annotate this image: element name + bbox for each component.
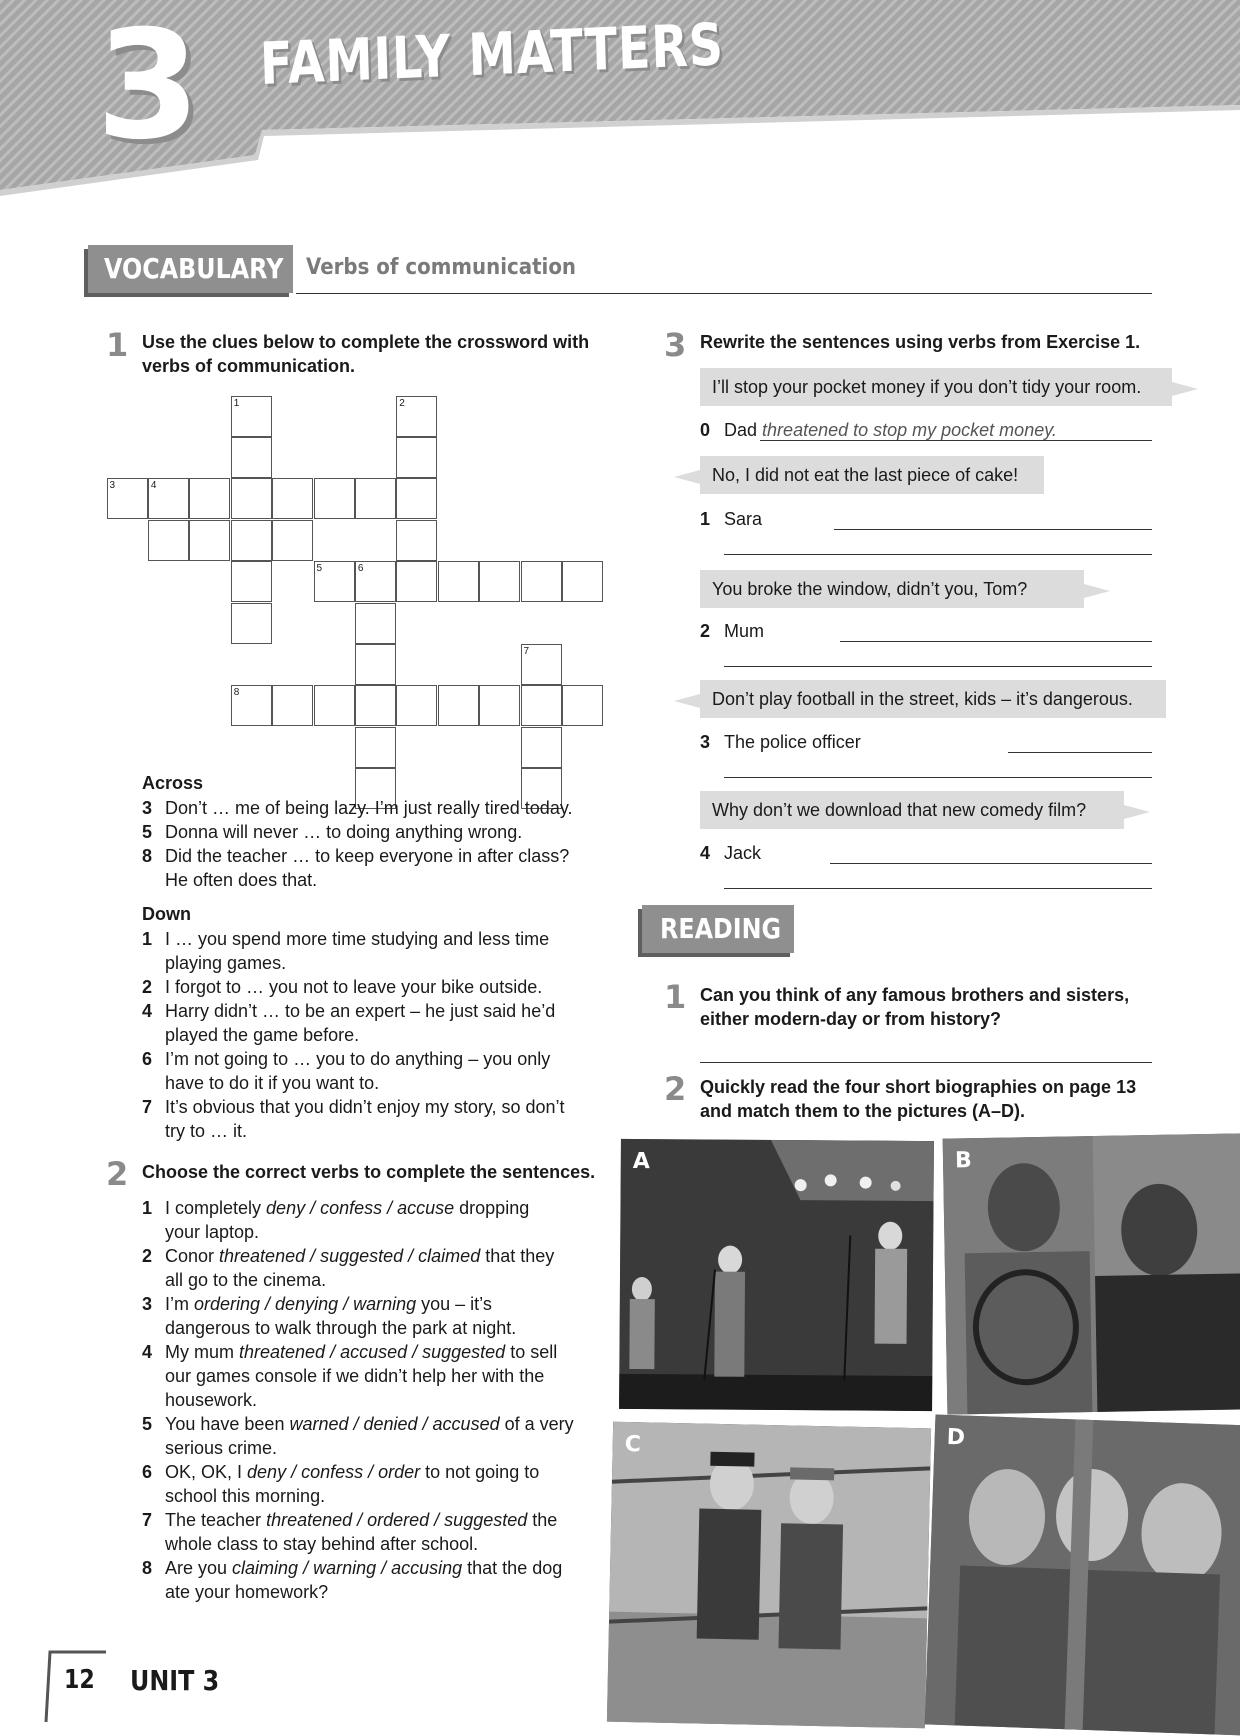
item-number: 8: [142, 1558, 153, 1578]
item-number: 3: [142, 1294, 153, 1314]
vocabulary-tab: [88, 245, 293, 293]
down-clue: [142, 975, 602, 999]
unit-number: 3: [96, 0, 201, 173]
item-text: you – it’s: [416, 1294, 492, 1314]
picture-c-label: C: [624, 1431, 642, 1458]
crossword-cell[interactable]: [396, 520, 437, 561]
answer-number: 2: [700, 621, 711, 641]
crossword-cell[interactable]: [521, 561, 562, 602]
crossword-clue-number: 7: [523, 645, 530, 657]
down-clue: [142, 1095, 602, 1143]
answer-subject: [724, 730, 861, 754]
answer-line[interactable]: [724, 554, 1152, 555]
crossword-cell[interactable]: [314, 685, 355, 726]
clue-text: It’s obvious that you didn’t enjoy my story, so don’t: [165, 1097, 565, 1117]
crossword-cell[interactable]: [438, 561, 479, 602]
item-line: school this morning.: [165, 1486, 326, 1506]
crossword-cell[interactable]: [148, 520, 189, 561]
exercise-2-item: [142, 1244, 602, 1292]
answer-number: 4: [700, 843, 711, 863]
across-clue: [142, 796, 602, 820]
subject-name: Mum: [724, 621, 764, 641]
crossword-cell[interactable]: [189, 520, 230, 561]
speech-bubble-tail: [1084, 584, 1110, 598]
reading-tab: [642, 905, 794, 953]
unit-title: FAMILY MATTERS: [259, 10, 725, 98]
item-number: 4: [142, 1342, 153, 1362]
speech-bubble: No, I did not eat the last piece of cake!: [700, 456, 1044, 494]
item-text: Are you: [165, 1558, 233, 1578]
crossword-cell[interactable]: [479, 685, 520, 726]
crossword-cell[interactable]: [396, 437, 437, 478]
clue-text: I’m not going to … you to do anything – you only: [165, 1049, 551, 1069]
item-number: 1: [142, 1198, 153, 1218]
item-line: [165, 1460, 539, 1484]
clue-text: I … you spend more time studying and less time: [165, 929, 550, 949]
crossword-cell[interactable]: [355, 644, 396, 685]
exercise-2-item: [142, 1508, 602, 1556]
crossword-cell[interactable]: [231, 437, 272, 478]
section-rule: [296, 293, 1152, 294]
reading-ex2-number: 2: [664, 1070, 687, 1108]
crossword-cell[interactable]: [355, 685, 396, 726]
item-line: your laptop.: [165, 1222, 260, 1242]
crossword-cell[interactable]: [231, 478, 272, 519]
reading-ex1-answer-line[interactable]: [700, 1062, 1152, 1063]
crossword-cell[interactable]: [396, 478, 437, 519]
answer-number: 1: [700, 509, 711, 529]
clue-number: 1: [142, 929, 153, 949]
crossword-clue-number: 1: [233, 397, 240, 409]
exercise-1-number: 1: [106, 326, 129, 364]
exercise-2-item: [142, 1292, 602, 1340]
exercise-2-number: 2: [106, 1155, 129, 1193]
answer-row: [700, 418, 1152, 442]
item-line: [165, 1508, 557, 1532]
crossword-cell[interactable]: [562, 561, 603, 602]
concert-image: [619, 1139, 934, 1411]
answer-subject: [724, 507, 762, 531]
page-number: 12: [64, 1665, 95, 1695]
reading-tab-label: READING: [660, 912, 782, 945]
speech-bubble-tail: [1172, 382, 1198, 396]
verb-options[interactable]: threatened / suggested / claimed: [219, 1246, 481, 1266]
exercise-3-instruction: Rewrite the sentences using verbs from Exercise 1.: [700, 332, 1141, 352]
picture-d-label: D: [946, 1424, 966, 1451]
exercise-2-item: [142, 1460, 602, 1508]
item-text: Conor: [165, 1246, 220, 1266]
item-text: OK, OK, I: [165, 1462, 248, 1482]
picture-c-aviators: [607, 1422, 931, 1729]
item-text: You have been: [165, 1414, 290, 1434]
vocabulary-tab-label: VOCABULARY: [104, 252, 284, 285]
crossword-clue-number: 2: [399, 397, 405, 409]
speech-bubble: Why don’t we download that new comedy film?: [700, 791, 1124, 829]
crossword-cell[interactable]: [396, 561, 437, 602]
clue-text: Harry didn’t … to be an expert – he just said he’d: [165, 1001, 556, 1021]
item-text: dropping: [454, 1198, 530, 1218]
crossword-cell[interactable]: [521, 727, 562, 768]
item-number: 5: [142, 1414, 153, 1434]
verb-options[interactable]: claiming / warning / accusing: [232, 1558, 463, 1578]
clue-text: Don’t … me of being lazy. I’m just really tired today.: [165, 798, 573, 818]
item-text: that they: [480, 1246, 555, 1266]
picture-a-concert: [619, 1139, 934, 1411]
crossword-cell[interactable]: [314, 478, 355, 519]
crossword-clue-number: 3: [109, 480, 116, 492]
subject-name: The police officer: [724, 732, 861, 752]
verb-options[interactable]: deny / confess / accuse: [266, 1198, 455, 1218]
crossword-cell[interactable]: [355, 603, 396, 644]
footer-unit-label: UNIT 3: [130, 1664, 220, 1697]
speech-bubble: Don’t play football in the street, kids – it’s dangerous.: [700, 680, 1166, 718]
exercise-2-item: [142, 1340, 602, 1412]
picture-b-tennis: [943, 1133, 1240, 1414]
clue-number: 3: [142, 798, 153, 818]
speech-bubble: You broke the window, didn’t you, Tom?: [700, 570, 1084, 608]
item-text: to not going to: [420, 1462, 540, 1482]
clue-text: played the game before.: [165, 1025, 360, 1045]
item-text: I completely: [165, 1198, 267, 1218]
answer-line[interactable]: [724, 777, 1152, 778]
aviators-image: [607, 1422, 931, 1729]
across-clue: [142, 844, 602, 892]
answer-line[interactable]: [1008, 752, 1152, 753]
picture-d-portrait: [925, 1415, 1240, 1736]
speech-bubble-tail: [674, 694, 700, 708]
subject-name: Sara: [724, 509, 763, 529]
exercise-3-number: 3: [664, 326, 687, 364]
crossword-cell[interactable]: [355, 478, 396, 519]
item-number: 2: [142, 1246, 153, 1266]
item-text: My mum: [165, 1342, 239, 1362]
crossword-cell[interactable]: [562, 685, 603, 726]
instruction-line: verbs of communication.: [142, 356, 356, 376]
down-clue: [142, 927, 602, 975]
speech-bubble: I’ll stop your pocket money if you don’t tidy your room.: [700, 368, 1172, 406]
clue-number: 8: [142, 846, 153, 866]
subject-name: Dad: [724, 420, 758, 440]
crossword-clue-number: 6: [357, 563, 364, 575]
answer-subject: [724, 841, 761, 865]
verb-options[interactable]: threatened / accused / suggested: [239, 1342, 506, 1362]
exercise-2-item: [142, 1412, 602, 1460]
unit-header: [0, 0, 1240, 215]
item-line: our games console if we didn’t help her with the: [165, 1366, 545, 1386]
answer-subject: [724, 418, 1057, 442]
subject-name: Jack: [724, 843, 762, 863]
crossword-clue-number: 4: [150, 480, 157, 492]
exercise-2-item: [142, 1556, 602, 1604]
crossword-cell[interactable]: [355, 727, 396, 768]
clue-text: He often does that.: [165, 870, 318, 890]
crossword-cell[interactable]: [231, 561, 272, 602]
item-line: dangerous to walk through the park at night.: [165, 1318, 517, 1338]
verb-options[interactable]: warned / denied / accused: [289, 1414, 500, 1434]
crossword-cell[interactable]: [479, 561, 520, 602]
exercise-2-item: [142, 1196, 602, 1244]
crossword-cell[interactable]: [272, 478, 313, 519]
item-line: all go to the cinema.: [165, 1270, 327, 1290]
answer-line[interactable]: [840, 641, 1152, 642]
crossword-cell[interactable]: [438, 685, 479, 726]
vocabulary-subtitle: Verbs of communication: [306, 255, 577, 280]
example-answer: threatened to stop my pocket money.: [762, 420, 1057, 440]
answer-line[interactable]: [724, 888, 1152, 889]
clue-number: 4: [142, 1001, 153, 1021]
reading-ex2-instruction: [700, 1075, 1136, 1123]
answer-row: [700, 507, 1152, 531]
item-text: to sell: [505, 1342, 558, 1362]
crossword-cell[interactable]: [272, 520, 313, 561]
crossword-cell[interactable]: [521, 685, 562, 726]
tennis-image: [943, 1133, 1240, 1414]
clue-text: try to … it.: [165, 1121, 248, 1141]
across-heading: Across: [142, 773, 204, 793]
instruction-line: Quickly read the four short biographies on page 13: [700, 1077, 1137, 1097]
clue-number: 7: [142, 1097, 153, 1117]
item-line: [165, 1244, 554, 1268]
question-line: Can you think of any famous brothers and sisters,: [700, 985, 1130, 1005]
instruction-line: and match them to the pictures (A–D).: [700, 1101, 1026, 1121]
crossword-clue-number: 5: [316, 563, 323, 575]
verb-options[interactable]: deny / confess / order: [247, 1462, 421, 1482]
item-line: [165, 1196, 529, 1220]
item-line: whole class to stay behind after school.: [165, 1534, 479, 1554]
item-line: [165, 1340, 557, 1364]
reading-ex1-number: 1: [664, 978, 687, 1016]
picture-a-label: A: [632, 1148, 650, 1175]
crossword-cell[interactable]: [231, 520, 272, 561]
instruction-line: Use the clues below to complete the crossword with: [142, 332, 590, 352]
down-clue: [142, 1047, 602, 1095]
clue-number: 2: [142, 977, 153, 997]
verb-options[interactable]: ordering / denying / warning: [194, 1294, 417, 1314]
down-heading: Down: [142, 904, 191, 924]
clue-text: have to do it if you want to.: [165, 1073, 380, 1093]
item-text: The teacher: [165, 1510, 267, 1530]
down-clue: [142, 999, 602, 1047]
item-text: of a very: [499, 1414, 574, 1434]
reading-ex1-question: [700, 983, 1129, 1031]
exercise-1-instruction: [142, 330, 589, 378]
item-text: I’m: [165, 1294, 194, 1314]
answer-line[interactable]: [830, 863, 1152, 864]
crossword-cell[interactable]: [189, 478, 230, 519]
answer-number: 3: [700, 732, 711, 752]
answer-line[interactable]: [834, 529, 1152, 530]
item-text: the: [527, 1510, 558, 1530]
question-line: either modern-day or from history?: [700, 1009, 1002, 1029]
speech-bubble-tail: [674, 470, 700, 484]
clue-text: playing games.: [165, 953, 287, 973]
item-text: that the dog: [462, 1558, 563, 1578]
answer-number: 0: [700, 420, 711, 440]
picture-b-label: B: [954, 1148, 973, 1174]
crossword-cell[interactable]: [231, 603, 272, 644]
answer-line[interactable]: [760, 440, 1152, 441]
clue-text: I forgot to … you not to leave your bike outside.: [165, 977, 543, 997]
across-clue: [142, 820, 602, 844]
answer-line[interactable]: [724, 666, 1152, 667]
crossword-cell[interactable]: [396, 685, 437, 726]
exercise-2-instruction: Choose the correct verbs to complete the sentences.: [142, 1162, 596, 1182]
clue-text: Did the teacher … to keep everyone in after class?: [165, 846, 570, 866]
clue-number: 5: [142, 822, 153, 842]
item-line: housework.: [165, 1390, 258, 1410]
portrait-image: [925, 1415, 1240, 1736]
item-line: [165, 1292, 492, 1316]
answer-row: [700, 730, 1152, 754]
item-line: [165, 1412, 574, 1436]
answer-subject: [724, 619, 764, 643]
clue-number: 6: [142, 1049, 153, 1069]
item-number: 7: [142, 1510, 153, 1530]
crossword-clue-number: 8: [233, 687, 240, 699]
answer-row: [700, 841, 1152, 865]
speech-bubble-tail: [1124, 805, 1150, 819]
item-line: ate your homework?: [165, 1582, 329, 1602]
item-number: 6: [142, 1462, 153, 1482]
item-line: serious crime.: [165, 1438, 278, 1458]
verb-options[interactable]: threatened / ordered / suggested: [266, 1510, 528, 1530]
item-line: [165, 1556, 562, 1580]
answer-row: [700, 619, 1152, 643]
crossword-cell[interactable]: [272, 685, 313, 726]
clue-text: Donna will never … to doing anything wrong.: [165, 822, 523, 842]
